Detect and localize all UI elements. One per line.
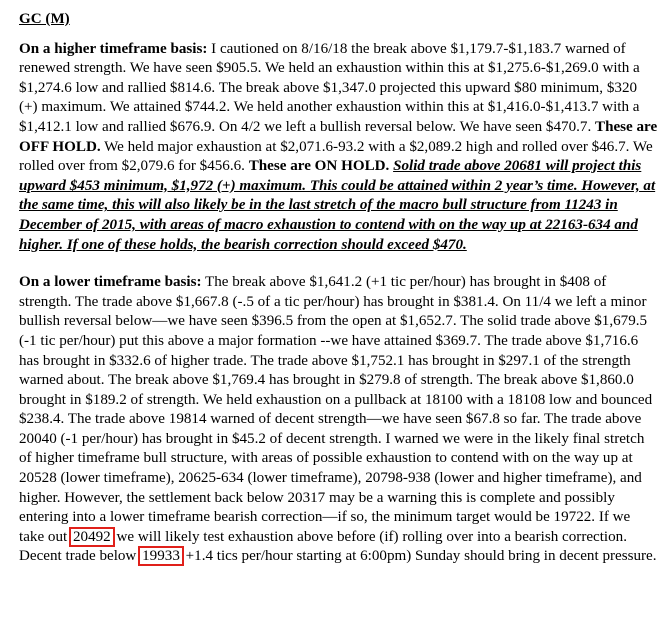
highlight-level-20492: 20492 xyxy=(69,527,115,547)
lower-timeframe-text-2: we will likely test exhaustion above before (if) rolling over into a bearish correction. Decent trade below xyxy=(19,528,627,565)
on-hold-note: These are ON HOLD. xyxy=(248,158,390,175)
higher-timeframe-text-1: I cautioned on 8/16/18 the break above $1,179.7-$1,183.7 warned of renewed strength. We have seen $905.5. We held an exhaustion within this at $1,275.6-$1,269.0 with a $1,274.6 low and rallied $814.6. The break above $1,347.0 projected this upward $80 minimum, $320 (+) maximum. We attained $744.2. We held another exhaustion within this at $1,416.0-$1,413.7 with a $1,412.1 low and rallied $676.9. On 4/2 we left a bullish reversal below. We have seen $470.7. xyxy=(19,40,640,135)
document xyxy=(19,10,659,567)
document-title: GC (M) xyxy=(19,11,70,27)
lower-timeframe-text-3: +1.4 tics per/hour starting at 6:00pm) Sunday should bring in decent pressure. xyxy=(181,548,657,565)
higher-timeframe-label: On a higher timeframe basis: xyxy=(19,40,208,57)
lower-timeframe-label: On a lower timeframe basis: xyxy=(19,274,202,291)
projection-emphasis: Solid trade above 20681 will project this upward $453 minimum, $1,972 (+) maximum. This could be attained within 2 year’s time. However, at the same time, this will also likely be in the last stretch of the macro bull structure from 11243 in December of 2015, with areas of macro exhaustion to contend with on the way up at 22163-634 and higher. If one of these holds, the bearish correction should exceed $470. xyxy=(19,158,656,253)
paragraph-gap xyxy=(19,255,659,273)
lower-timeframe-paragraph xyxy=(19,273,659,567)
higher-timeframe-text-2: We held major exhaustion at $2,071.6-93.2 with a $2,089.2 high and rolled over $46.7. We rolled over from $2,079.6 for $456.6. xyxy=(19,138,653,175)
higher-timeframe-paragraph xyxy=(19,40,659,256)
highlight-level-19933: 19933 xyxy=(138,546,184,566)
off-hold-note: These are OFF HOLD. xyxy=(19,118,658,155)
lower-timeframe-text-1: The break above $1,641.2 (+1 tic per/hour) has brought in $408 of strength. The trade above $1,667.8 (-.5 of a tic per/hour) has brought in $381.4. On 11/4 we left a minor bullish reversal below—we have seen $396.5 from the open at $1,652.7. The solid trade above $1,679.5 (-1 tic per/hour) put this above a major formation --we have attained $369.7. The trade above $1,716.6 has brought in $332.6 of higher trade. The trade above $1,752.1 has brought in $297.1 of the strength warned about. The break above $1,769.4 has brought in $279.8 of strength. The break above $1,860.0 brought in $189.2 of strength. We held exhaustion on a pullback at 18100 with a 18108 low and bounced $238.4. The trade above 19814 warned of decent strength—we have seen $67.8 so far. The trade above 20040 (-1 per/hour) has brought in $45.2 of decent strength. I warned we were in the likely final stretch of higher timeframe bull structure, with areas of possible exhaustion to contend with on the way up at 20528 (lower timeframe), 20625-634 (lower timeframe), 20798-938 (lower and higher timeframe), and higher. However, the settlement back below 20317 may be a warning this is complete and possibly entering into a lower timeframe bearish correction—if so, the minimum target would be 19722. If we take out xyxy=(19,274,653,545)
